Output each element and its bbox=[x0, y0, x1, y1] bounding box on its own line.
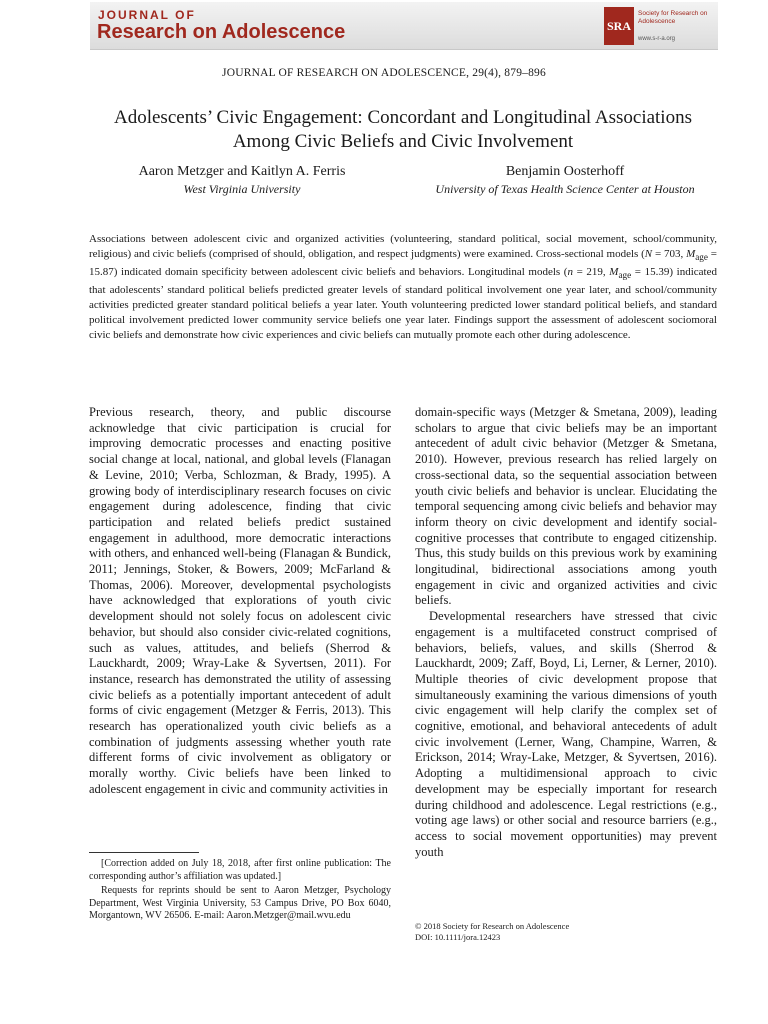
title-line-1: Adolescents’ Civic Engagement: Concordant and Longitudinal Associations bbox=[114, 107, 692, 128]
footnote-divider bbox=[89, 852, 199, 853]
body-column-right bbox=[415, 405, 717, 860]
publication-info bbox=[415, 921, 717, 943]
abstract: Associations between adolescent civic and organized activities (volunteering, standard political, social movement, school/community, religious) and civic beliefs (comprised of should, obligation, and respect judgments) were examined. Cross-sectional models (N = 703, $M_{age} = 15.87$) indicated domain specificity between adolescent civic beliefs and behaviors. Longitudinal models (n = 219, $M_{age} = 15.39$) indicated that adolescents’ standard political beliefs predicted greater levels of standard political involvement one year later, and school/community activities predicted greater standard political beliefs a year later. Youth volunteering predicted lower standard political beliefs, and standard political involvement predicted lower community service beliefs one year later. Findings support the assessment of adolescent sociomoral civic beliefs and demonstrate how civic experiences and civic beliefs can mutually promote each other during adolescence. bbox=[89, 233, 717, 342]
author-block-1 bbox=[110, 164, 374, 197]
author-block-2 bbox=[416, 164, 714, 197]
copyright-notice: © 2018 Society for Research on Adolescence bbox=[415, 921, 570, 931]
society-url: www.s-r-a.org bbox=[638, 36, 676, 42]
title-line-2: Among Civic Beliefs and Civic Involvement bbox=[232, 131, 574, 152]
correction-note: [Correction added on July 18, 2018, after first online publication: The corresponding author’s affiliation was updated.] bbox=[89, 858, 391, 882]
author-names-1: Aaron Metzger and Kaitlyn A. Ferris bbox=[138, 164, 346, 179]
journal-citation: JOURNAL OF RESEARCH ON ADOLESCENCE, 29(4), 879–896 bbox=[222, 67, 546, 79]
journal-banner bbox=[90, 2, 718, 50]
body-column-left bbox=[89, 405, 391, 798]
footnotes bbox=[89, 858, 391, 925]
body-paragraph: Previous research, theory, and public discourse acknowledge that civic participation is crucial for improving democratic processes and enacting positive social change at local, national, and global levels (Flanagan & Levine, 2010; Verba, Schlozman, & Brady, 1995). A growing body of interdisciplinary research focuses on civic engagement during adolescence, finding that civic participation and related beliefs predict sustained engagement in adulthood, more democratic interactions with others, and enhanced well-being (Flanagan & Bundick, 2011; Jennings, Stoker, & Bowers, 2009; McFarland & Thomas, 2006). Moreover, developmental psychologists have acknowledged that explorations of youth civic development should not solely focus on adolescent civic behavior, but should also consider civic-related cognitions, such as values, attitudes, and beliefs (Sherrod & Lauckhardt, 2009; Wray-Lake & Syvertsen, 2011). For instance, research has demonstrated the utility of assessing civic beliefs as a potentially important antecedent of adult forms of civic engagement (Metzger & Ferris, 2013). This research has operationalized youth civic beliefs as a combination of judgments assessing whether youth rate different forms of civic involvement as obligatory or morally worthy. Civic beliefs have been linked to adolescent engagement in civic and community activities in bbox=[89, 405, 391, 796]
author-affiliation-1: West Virginia University bbox=[183, 182, 301, 196]
author-names-2: Benjamin Oosterhoff bbox=[505, 164, 625, 179]
body-paragraph: domain-specific ways (Metzger & Smetana, 2009), leading scholars to argue that civic beliefs may be an important antecedent of adult civic behavior (Metzger & Smetana, 2010). However, previous research has relied largely on cross-sectional data, so the sequential association between youth civic beliefs and behavior is unclear. Elucidating the temporal sequencing among civic beliefs and behavior may inform theory on civic development and identify social-cognitive processes that contribute to engaged citizenship. Thus, this study builds on this previous work by examining longitudinal, bidirectional associations among youth engagement in civic and organized activities and civic beliefs. bbox=[415, 405, 717, 608]
society-name: Society for Research on Adolescence bbox=[638, 10, 708, 25]
journal-of-label: JOURNAL OF bbox=[98, 8, 196, 22]
article-title bbox=[80, 106, 726, 154]
doi: DOI: 10.1111/jora.12423 bbox=[415, 932, 501, 942]
journal-name: Research on Adolescence bbox=[97, 21, 346, 43]
sra-logo: SRA bbox=[604, 7, 634, 45]
body-paragraph: Developmental researchers have stressed that civic engagement is a multifaceted construct comprised of behaviors, beliefs, values, and skills (Sherrod & Lauckhardt, 2009; Zaff, Boyd, Li, Lerner, & Lerner, 2010). Multiple theories of civic development propose that simultaneously examining the various dimensions of youth civic engagement will help clarify the complex set of cognitive, emotional, and behavioral antecedents of adult civic involvement (Lerner, Wang, Champine, Warren, & Erickson, 2014; Wray-Lake, Metzger, & Syvertsen, 2016). Adopting a multidimensional approach to civic development may be especially important for research during childhood and adolescence. Legal restrictions (e.g., voting age laws) or other social and resource barriers (e.g., access to social movement opportunities) may prevent youth bbox=[415, 609, 717, 859]
reprint-note: Requests for reprints should be sent to Aaron Metzger, Psychology Department, West Virginia University, 53 Campus Drive, PO Box 6040, Morgantown, WV 26506. E-mail: Aaron.Metzger@mail.wvu.edu bbox=[89, 885, 391, 921]
author-affiliation-2: University of Texas Health Science Center at Houston bbox=[435, 182, 695, 196]
